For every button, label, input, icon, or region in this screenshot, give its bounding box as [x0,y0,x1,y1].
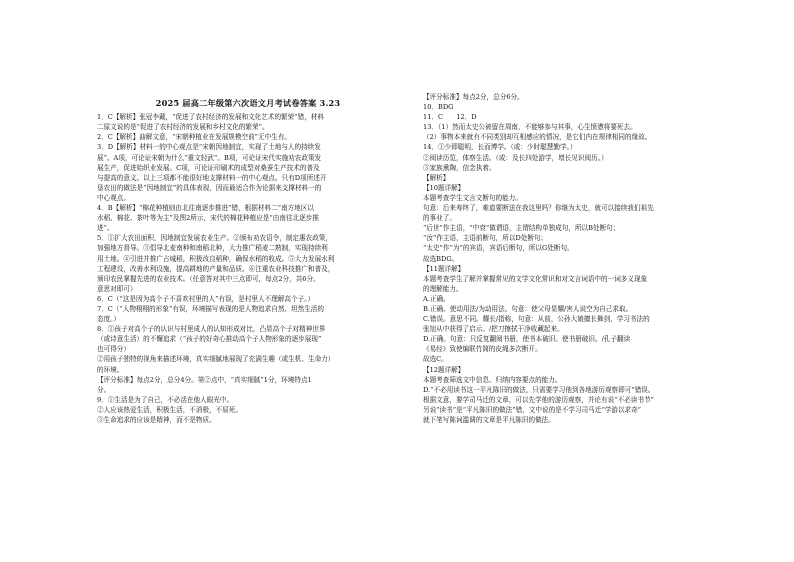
right-text-line: 14．①少即聪明，长而博学。（或：少时聪慧勤学。） [423,143,577,152]
right-text-line: D.“不必用读书这一平凡陈旧的做法，只需要学习他到各地游历观察即可”错误。 [423,385,655,394]
left-text-line: 展生产，促进始织业发展。C项，可论证印刷术的成型对桑蚕生产技术的普及 [97,163,320,172]
right-text-line: 本题考查学生文言文断句的能力。 [423,193,522,202]
right-text-line: 【11题详解】 [423,264,465,273]
left-text-line: 7．C（“人物栩栩的形象”有误，环境描写表现的是人物追求自然、坦然生活的 [97,304,324,313]
left-text-line: 中心观点。 [97,193,130,202]
right-text-line: B.正确。使动用法/为动用法。句意：使父母显耀/害人说空为自己求取。 [423,304,633,313]
right-text-line: 13．（1）然而太史公被留在周南，不能够参与其事，心生愤懑将要死去。 [423,123,637,132]
right-text-line: ②阅读历览，体察生活。（或：及长四处游学，增长见识阅历。） [423,153,608,162]
left-text-line: 二原文说的是“促进了农村经济的发展和乡村文化的繁荣”。 [97,123,269,132]
right-text-line: 【10题详解】 [423,183,465,192]
right-text-line: 故选BDG。 [423,254,459,263]
page-title: 2025 届高二年级第六次语文月考试卷答案 3.23 [155,98,341,108]
right-text-line: “汝”作主语，主语前断句，所以D处断句； [423,234,548,243]
left-text-line: 分。 [97,385,111,394]
left-text-line: 颁印农民掌握先进的农业技术。（任意答对其中三点即可，每点2分，共6分。 [97,274,320,283]
left-text-line: 与提高的意义。以上三项都不能很好地支撑材料一的中心观点。只有D项所述开 [97,173,327,182]
left-text-line: 1．C【解析】张冠李戴，“促进了农村经济的发展和文化艺术的繁荣”错，材料 [97,113,324,122]
left-text-line: 展”。A项，可论证宋朝为什么“重文轻武”。B项，可论证宋代实施劝农政策发 [97,153,322,162]
right-text-line: 另说“读书”是“平凡陈旧的做法”错，文中说的是不学习司马迁“学游以求奇” [423,405,642,414]
left-text-line: （或诗意生活）的不懈追求（“孩子的好奇心推动高个子人物形象的逐步展现” [97,335,322,344]
right-text-line: 的理解能力。 [423,284,463,293]
right-text-line: 本题考查筛选文中信息、归纳内容要点的能力。 [423,375,562,384]
left-text-line: ③生命追求的应该是精神，而不是物质。 [97,416,216,424]
right-text-line: 张旭从中获得了启示。/把刀擦拭干净收藏起来。 [423,325,564,334]
right-text-line: “后世”作主语，“中衰”做谓语，主谓结构单独成句，所以B处断句； [423,224,620,233]
left-text-line: 进”。 [97,224,114,233]
right-text-line: （2）事物本来就有不同类别却互相感应的情况，是它们内在规律相同的缘故。 [423,133,652,142]
left-text-line: 9．①生活是为了自己，不必活在他人眼光中。 [97,395,234,404]
right-text-line: 【12题详解】 [423,365,465,374]
right-text-line: 《易经》致使编联竹简的皮绳多次断开。 [423,345,542,354]
right-text-line: 的事业了。 [423,214,456,223]
right-text-line: 就下笔写陈词滥调的文章是平凡陈旧的做法。 [423,416,555,424]
right-text-line: 故选C。 [423,355,448,364]
left-text-line: 加强地方督导。③倡导北麦南种和南稻北种，大力推广稻麦二熟制，实现持续利 [97,244,328,253]
left-text-line: ②人应该热爱生活，积极生活，不消极，不屈死。 [97,405,243,414]
left-text-line: 【评分标准】每点2分，总分4分。第②点中，“真实细腻”1分，环境特点1 [97,375,312,384]
left-text-line: 工程建设，改善水利设施，提高耕地的产量和品质。⑥注重农业科技推广和普及， [97,264,335,273]
right-text-line: 【评分标准】每点2分，总分6分。 [423,93,524,101]
left-text-line: 垦农田的做法是“因地制宜”的具体表现，因而最适合作为论据来支撑材料一的 [97,183,322,192]
right-text-line: ③家族熏陶，信念执着。 [423,163,496,172]
left-text-line: 态度。） [97,315,121,324]
left-column [97,92,389,425]
right-text-line: C.错误。意思不同。耀长/指称，句意：从前，公孙大娘擅长舞剑，学习书法的 [423,315,650,324]
left-text-line: 2．C【解析】曲解文意，“宋朝种植业在发展规模空前”无中生有。 [97,133,292,142]
right-text-line: 11．C 12．D [423,113,477,122]
left-text-line: 4．B【解析】“棉花种植则由北往南逐步推进”错，根据材料二“南方地区以 [97,204,314,213]
right-text-line: D.正确。句意：只反复翻阅书册，使书本破旧。使书册破旧。/孔子翻读 [423,335,631,344]
left-text-line: 6．C（“这是因为高个子不喜欢村里的人”有误，是村里人不理解高个子。） [97,294,315,303]
right-text-line: “太史”作“为”的宾语，宾语后断句，所以G处断句。 [423,244,574,253]
right-text-line: 根据文意，要学司马迁的文章，可以先学他的游历观察，并论有说“不必读书节” [423,395,654,404]
left-text-line: 5．①扩大农田面积，因地制宜发展农业生产。②颁布劝农诏令，制定惠农政策， [97,234,332,243]
left-text-line: 意思对即可） [97,284,137,293]
left-text-line: 也可得分） [97,345,130,354]
left-text-line: 3．D【解析】材料一的中心观点是“宋朝因地制宜，实现了土地与人的持续发 [97,143,321,152]
left-text-line: ②用孩子独特的视角来描述环境，真实细腻地展现了充满生趣（或生机、生命力） [97,355,335,364]
right-text-line: 句意：后来寿终了，难道要断送在我这里吗？你继为太史，就可以接续我们祖先 [423,204,654,213]
left-text-line: 的环境。 [97,365,124,374]
right-text-line: A.正确。 [423,294,450,303]
left-text-line: 8．①孩子对高个子的认识与村里成人的认知形成对比，凸显高个子对精神世界 [97,325,326,334]
right-column [423,92,715,425]
left-text-line: 用土地。④引进并推广占城稻，积极改良稻种，确保水稻的收成。⑤大力发展水利 [97,254,335,263]
right-text-line: 10．BDG [423,103,454,112]
right-text-line: 本题考查学生了解并掌握常见的文学文化常识和对文言词语中的一词多义现象 [423,274,648,283]
right-text-line: 【解析】 [423,173,450,182]
left-text-line: 水稻、棉花、茶叶等为主”及图2所示，宋代的棉花种植应是“由南往北逐步推 [97,214,319,223]
